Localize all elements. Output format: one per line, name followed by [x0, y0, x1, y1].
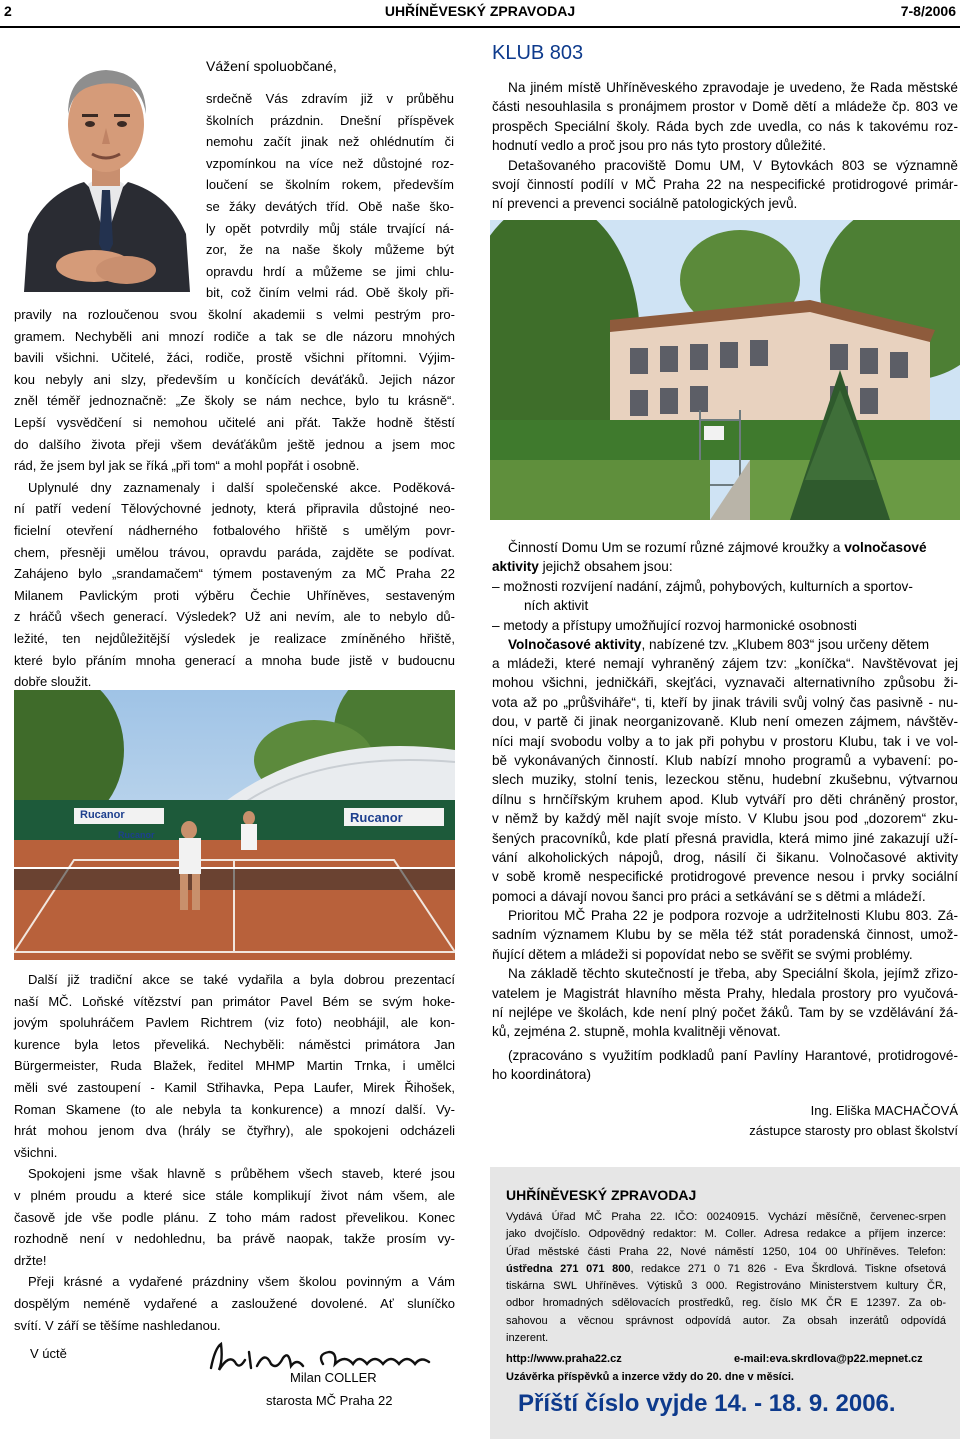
text-line: ficielní otevření nádherného fotbalového hřiště s umělým povr-	[14, 522, 455, 538]
text-line: Spokojeni jsme však hlavně s průběhem všech staveb, které jsou	[28, 1166, 455, 1182]
text-line: tiskárna SWL Uhříněves. Výtisků 3 000. Registrováno Ministerstvem kultury ČR,	[506, 1280, 946, 1293]
text-line: srdečně Vás zdravím již v průběhu	[206, 91, 454, 106]
text-line: vání alkoholických nápojů, drog, násilí či šikanu. Volnočasové aktivity	[492, 849, 958, 865]
text-line: Lepší vysvědčení si nemohou učitelé ani přát. Takže hodně štěstí	[14, 414, 455, 430]
text-line: v plném proudu a které sice stále komplikují život nám všem, ale	[14, 1187, 455, 1203]
text-line: slech muziky, stolní tenis, lezeckou stěnu, hudební zkušebnu, výtvarnou	[492, 772, 958, 788]
text-line: dobře sloužit.	[14, 674, 92, 690]
text-line: ly opět potvrdily můj stále trvající ná-	[206, 220, 454, 236]
impressum-text	[506, 1209, 946, 1347]
text-line: sahovou a věcnou správnost odpovídá autor. Za obsah inzerátů odpovídá	[506, 1314, 946, 1327]
header-rule	[0, 26, 960, 28]
text-line: ňující dětem a mládeži si popovídat nebo se svěřit se svými problémy.	[492, 946, 913, 962]
text-line: vota až po „průšviháře“, ti, kteří by jinak trávili svůj volný čas pasivně - nu-	[492, 694, 958, 710]
text-line: jako dvojčíslo. Odpovědný redaktor: M. Coller. Adresa redakce a příjem inzerce:	[506, 1228, 946, 1241]
text-segment: Činností Domu Um se rozumí různé zájmové kroužky a	[508, 540, 841, 555]
text-line: sadním významem Klubu by se měla též stát poradenská činnost, umož-	[492, 927, 958, 943]
text-line: Přeji krásné a vydařené prázdniny všem školou povinným a Vám	[28, 1274, 455, 1290]
text-line: pravily na rozloučenou svou školní akademii s velmi pestrým pro-	[14, 307, 455, 322]
signer-title: starosta MČ Praha 22	[266, 1393, 393, 1408]
text-line: rád, že jsem byl jak se říká „při tom“ a mohl popřát i osobně.	[14, 458, 360, 474]
text-line: Roman Skamene (to ale nebyla ta konkurence) a mnozí další. Vy-	[14, 1101, 455, 1117]
text-line: všichni.	[14, 1144, 58, 1160]
phone-bold: ústředna 271 071 800	[506, 1262, 631, 1275]
text-segment: , redakce 271 0 71 826 - Eva Škrdlová. Tiskne ofsetová	[630, 1262, 946, 1275]
banner-text: Rucanor	[350, 810, 403, 825]
email-link[interactable]: e-mail:eva.skrdlova@p22.mepnet.cz	[734, 1353, 923, 1365]
text-line: ležité, ten nejdůležitější výsledek je realizace zmíněného hřiště,	[14, 630, 455, 646]
text-line: vzpomínkou na více než důstojné roz-	[206, 155, 454, 171]
text-line: bavili všichni. Učitelé, žáci, rodiče, prostě všichni přítomni. Výjim-	[14, 350, 455, 366]
text-line: mohou všichni, jedničkáři, skejťáci, vyznavači alternativního způsobu ži-	[492, 675, 958, 691]
bold-term: volnočasové	[844, 540, 927, 555]
text-line: Prioritou MČ Praha 22 je podpora rozvoje a udržitelnosti Klubu 803. Zá-	[508, 908, 958, 924]
banner-text: Rucanor	[118, 830, 155, 840]
impressum-box	[490, 1167, 960, 1439]
website-link[interactable]: http://www.praha22.cz	[506, 1353, 622, 1365]
text-line: do dalšího života přeji všem deváťákům ještě jednou a jsem moc	[14, 436, 455, 452]
text-line: dou, v partě či jinak neorganizovaně. Klub není omezen zájmem, návštěv-	[492, 714, 958, 730]
text-line: zor, že na naše školy můžeme být	[206, 242, 454, 258]
text-line: pomoci a dávají novou šanci pro práci a setkávání se s dětmi a mládeží.	[492, 888, 926, 904]
text-line: inzerent.	[506, 1332, 549, 1345]
text-line: Úřad městské části Praha 22, Nové náměstí 1250, 104 00 Uhříněves. Telefon:	[506, 1245, 946, 1258]
text-line: měli své zastoupení - Kamil Střihavka, Pepa Laufer, Mirek Řihošek,	[14, 1079, 455, 1095]
text-line: z hráčů všech generací. Výsledek? Už ani nevím, ale to nebylo dů-	[14, 609, 455, 625]
text-segment: jejichž obsahem jsou:	[542, 559, 673, 575]
text-line: zněl téměř jednoznačně: „Ze školy se nám nechce, bylo tu krásně“.	[14, 393, 455, 409]
text-line: dílnu s hrnčířským kruhem apod. Klub vytváří pro děti chráněný prostor,	[492, 791, 958, 807]
text-line: nemohu začít jinak než ohlédnutím či	[206, 134, 454, 150]
text-line: odbor hromadných sdělovacích prostředků, reg. číslo MK ČR E 12397. Za ob-	[506, 1297, 946, 1310]
text-line: se žáky devátých tříd. Obě naše ško-	[206, 198, 454, 214]
text-line: svojí činností podílí v MČ Praha 22 na nespecifické protidrogové primár-	[492, 176, 958, 192]
klub-body	[492, 654, 958, 1042]
text-line: (zpracováno s využitím podkladů paní Pavlíny Harantové, protidrogové-	[508, 1048, 958, 1063]
page-number: 2	[4, 3, 12, 19]
text-line: Detašovaného pracoviště Domu UM, V Bytovkách 803 se významně	[508, 157, 958, 173]
text-line: ho koordinátora)	[492, 1067, 591, 1083]
text-line: Na jiném místě Uhříněveského zpravodaje je uvedeno, že Rada městské	[508, 80, 958, 95]
text-line: svítí. V září se těšíme nashledanou.	[14, 1317, 221, 1333]
text-line	[506, 1261, 946, 1278]
text-line: časově jde vše podle plánu. Z toho mám radost převelikou. Konec	[14, 1209, 455, 1225]
klub-author-name: Ing. Eliška MACHAČOVÁ	[810, 1103, 958, 1118]
tennis-court-photo	[14, 690, 455, 960]
text-line: kurence byla letos převeliká. Nechyběli: náměstci primátora Jan	[14, 1036, 455, 1052]
text-line: ní patří vedení Tělovýchovné jednoty, která připravila důstojné neo-	[14, 501, 455, 517]
signer-name: Milan COLLER	[290, 1370, 377, 1385]
text-line: prospěch Speciální školy. Ráda bych zde uvedla, co nás k takovému roz-	[492, 118, 958, 134]
klub-credit	[492, 1046, 958, 1085]
text-line: Milanem Pavlickým proti výběru Čechie Uhříněves, sestaveným	[14, 587, 455, 603]
banner-text: Rucanor	[80, 809, 125, 821]
text-line: Vydává Úřad MČ Praha 22. IČO: 00240915. Vychází měsíčně, červenec-srpen	[506, 1211, 946, 1223]
text-line: chem, přesněji umělou trávou, opravdu paráda, zajděte se podívat.	[14, 544, 455, 560]
text-line: ní prevenci a prevenci sociálně patologických jevů.	[492, 196, 798, 212]
text-line: jovým spoluhráčem Pavlem Richtrem (viz foto) neobhájil, ale kon-	[14, 1015, 455, 1031]
text-line: Zahájeno bylo „srandamačem“ týmem postaveným za MČ Praha 22	[14, 566, 455, 582]
next-issue: Příští číslo vyjde 14. - 18. 9. 2006.	[518, 1390, 896, 1417]
bullet-item: – metody a přístupy umožňující rozvoj harmonické osobnosti	[492, 617, 857, 633]
text-line: školních prázdnin. Dnešní příspěvek	[206, 112, 454, 128]
text-line: v němž by každý měl najít svoje místo. V Klubu jsou pod „dozorem“ zku-	[492, 811, 958, 827]
letter-intro-wrapped	[206, 88, 454, 304]
text-line: rozhodně není v nedohlednu, ba právě naopak, takže prosím vy-	[14, 1231, 455, 1247]
text-line: naší MČ. Loňské vítězství pan primátor Pavel Bém se svým hoke-	[14, 993, 455, 1009]
letter-closing: V úctě	[30, 1346, 67, 1361]
text-line	[508, 635, 958, 654]
text-line: Další již tradiční akce se také vydařila a byla dobrou prezentací	[28, 972, 455, 987]
text-line: bě vykonávaných činností. Klub nabízí mnoho programů a vybavení: po-	[492, 752, 958, 768]
text-line: hrát mohou jenom dva (hrály se čtyřhry), ale spokojeni odcházeli	[14, 1123, 455, 1139]
text-segment: , nabízené tzv. „Klubem 803“ jsou určeny dětem	[641, 636, 930, 652]
bold-term: aktivity	[492, 559, 539, 575]
page-header	[0, 0, 960, 40]
mayor-portrait-photo	[14, 44, 199, 292]
bold-term: Volnočasové aktivity	[508, 636, 642, 652]
klub-author-title: zástupce starosty pro oblast školství	[749, 1123, 958, 1138]
letter-body	[14, 304, 455, 693]
text-line: ků, zejména 2. stupně, mohla kvalitněji věnovat.	[492, 1024, 781, 1040]
text-line: Bürgermeister, Ruda Blažek, ředitel MHMP Martin Trnka, i umělci	[14, 1058, 455, 1074]
text-line: loučení se školním rokem, především	[206, 177, 454, 193]
text-line: v sobě kromě nespecifické protidrogové prevence nesou i prvky sociální	[492, 869, 958, 885]
text-line: a mládeži, které nemají vyhraněný zájem tzv: „koníčka“. Navštěvovat jej	[492, 656, 958, 671]
letter-closing-body	[14, 969, 455, 1336]
deadline-note: Uzávěrka příspěvků a inzerce vždy do 20. dne v měsíci.	[506, 1371, 794, 1383]
text-line: dospělým neméně vydařené a zasloužené dovolené. Ať sluníčko	[14, 1295, 455, 1311]
bullet-item: – možnosti rozvíjení nadání, zájmů, pohybových, kulturních a sportov-	[492, 578, 913, 594]
letter-salutation: Vážení spoluobčané,	[206, 58, 337, 74]
text-line	[508, 538, 958, 557]
text-line: držte!	[14, 1252, 47, 1268]
text-line: níci mají svobodu volby a to jak při pohybu v prostoru Klubu, tak i ve vol-	[492, 733, 958, 749]
text-line: kou nebyly ani slzy, především u končících deváťáků. Jejich názor	[14, 371, 455, 387]
klub-activities	[492, 538, 958, 654]
text-line: Na základě těchto skutečností je třeba, aby Speciální škola, jejímž zřizo-	[508, 966, 958, 982]
text-line: ní nejlépe ve školách, kde není plný počet žáků. Tam by se vzdělávání žá-	[492, 1005, 958, 1021]
text-line: vatelem je Magistrát hlavního města Prahy, hledala prostory pro vyučová-	[492, 985, 958, 1001]
text-line: šených pracovníků, kde platí přesná pravidla, která mimo jiné zakazují uží-	[492, 830, 958, 846]
text-line: bit, což činím velmi rád. Obě školy při-	[206, 285, 454, 301]
issue-date: 7-8/2006	[900, 3, 956, 19]
text-line: opravdu hrdí a můžeme se jimi chlu-	[206, 263, 454, 279]
newsletter-name: UHŘÍNĚVESKÝ ZPRAVODAJ	[384, 3, 576, 19]
text-line: které bylo přáním mnoha generací a mnoha bude jistě v budoucnu	[14, 652, 455, 668]
text-line: Uplynulé dny zaznamenaly i další společenské akce. Poděková-	[28, 479, 455, 495]
impressum-title: UHŘÍNĚVESKÝ ZPRAVODAJ	[506, 1187, 697, 1203]
klub-intro	[492, 78, 958, 214]
klub-building-photo	[490, 220, 960, 520]
text-line	[492, 557, 958, 576]
text-line: gramem. Nechyběli ani mnozí rodiče a tak se dle názoru mnohých	[14, 328, 455, 344]
text-line: části nesouhlasila s pronájmem prostor v Domě dětí a mládeže čp. 803 ve	[492, 99, 958, 115]
text-line: hodnutí vedlo a proč jsou pro nás tyto prostory důležité.	[492, 138, 826, 154]
bullet-item-cont: ních aktivit	[524, 598, 589, 614]
klub-heading: KLUB 803	[492, 42, 584, 64]
